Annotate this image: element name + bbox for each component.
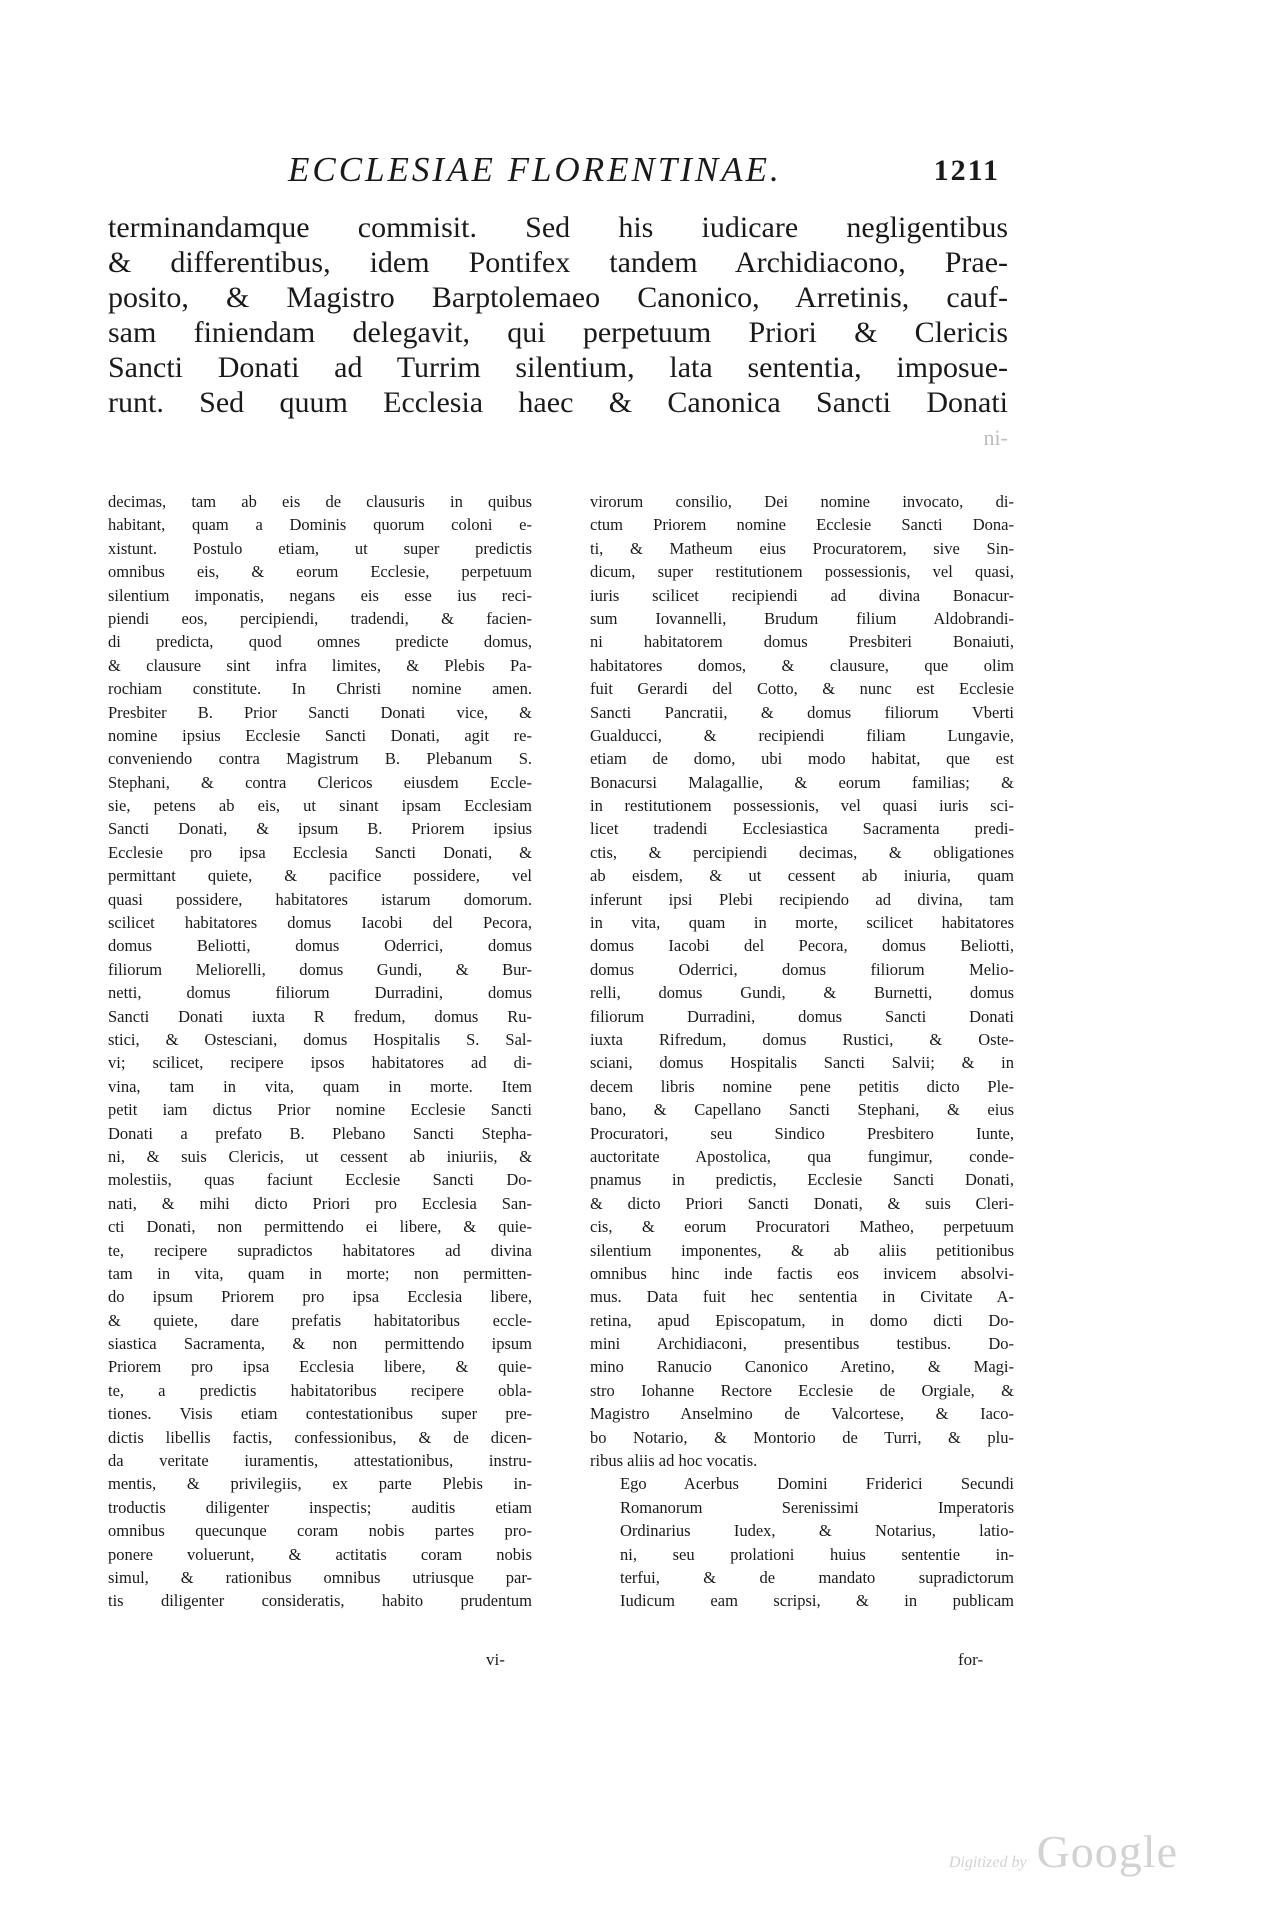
main-text-line: posito, & Magistro Barptolemaeo Canonico, Arretinis, cauf-	[108, 281, 1008, 314]
left-column-line: Priorem pro ipsa Ecclesia libere, & quie-	[108, 1357, 532, 1377]
watermark-caption: Digitized by	[948, 1854, 1027, 1871]
left-column-line: quasi possidere, habitatores istarum domorum.	[108, 889, 532, 909]
left-column-line: dictis libellis factis, confessionibus, & de dicen-	[108, 1427, 532, 1447]
left-column-line: scilicet habitatores domus Iacobi del Pecora,	[108, 913, 532, 933]
right-column-line: inferunt ipsi Plebi recipiendo ad divina, tam	[590, 889, 1014, 909]
left-column-line: di predicta, quod omnes predicte domus,	[108, 632, 532, 652]
right-catchword: for-	[958, 1650, 984, 1669]
right-column-line: domus Iacobi del Pecora, domus Beliotti,	[590, 936, 1014, 956]
left-column-line: omnibus quecunque coram nobis partes pro-	[108, 1521, 532, 1541]
right-column-line: ti, & Matheum eius Procuratorem, sive Sin-	[590, 538, 1014, 558]
right-column-line: ni habitatorem domus Presbiteri Bonaiuti,	[590, 632, 1014, 652]
left-column-line: do ipsum Priorem pro ipsa Ecclesia libere,	[108, 1287, 532, 1307]
main-text-line: sam finiendam delegavit, qui perpetuum Priori & Clericis	[108, 316, 1008, 349]
main-text-line: & differentibus, idem Pontifex tandem Archidiacono, Prae-	[108, 246, 1008, 279]
right-column-line: iuxta Rifredum, domus Rustici, & Oste-	[590, 1029, 1014, 1049]
right-column-line: Romanorum Serenissimi Imperatoris	[620, 1497, 1014, 1517]
left-column-line: Sancti Donati iuxta R fredum, domus Ru-	[108, 1006, 532, 1026]
right-column-line: ni, seu prolationi huius sententie in-	[620, 1544, 1014, 1564]
right-column-line: stro Iohanne Rectore Ecclesie de Orgiale, &	[590, 1380, 1014, 1400]
right-column-line: ctis, & percipiendi decimas, & obligationes	[590, 842, 1014, 862]
left-column-line: domus Beliotti, domus Oderrici, domus	[108, 936, 532, 956]
right-column-line: Procuratori, seu Sindico Presbitero Iunte,	[590, 1123, 1014, 1143]
digitization-watermark	[949, 1825, 1178, 1878]
right-column-line: in vita, quam in morte, scilicet habitatores	[590, 913, 1014, 933]
page-number: 1211	[933, 154, 1000, 187]
right-column-line: silentium imponentes, & ab aliis petitionibus	[590, 1240, 1014, 1260]
right-column-line: Ego Acerbus Domini Friderici Secundi	[620, 1474, 1014, 1494]
watermark-logo-text: Google	[1036, 1826, 1178, 1877]
right-column-line: ribus aliis ad hoc vocatis.	[590, 1451, 758, 1471]
right-column-line: auctoritate Apostolica, qua fungimur, conde-	[590, 1146, 1014, 1166]
right-column-line: Gualducci, & recipiendi filiam Lungavie,	[590, 725, 1014, 745]
left-column-line: xistunt. Postulo etiam, ut super predictis	[108, 538, 532, 558]
right-column-line: retina, apud Episcopatum, in domo dicti Do-	[590, 1310, 1014, 1330]
left-column-line: te, recipere supradictos habitatores ad divina	[108, 1240, 532, 1260]
left-column-line: da veritate iuramentis, attestationibus, instru-	[108, 1451, 532, 1471]
left-column-line: permittant quiete, & pacifice possidere, vel	[108, 866, 532, 886]
left-catchword: vi-	[486, 1650, 505, 1669]
right-column-line: Ordinarius Iudex, & Notarius, latio-	[620, 1521, 1014, 1541]
right-column-line: omnibus hinc inde factis eos invicem absolvi-	[590, 1263, 1014, 1283]
left-column-line: Presbiter B. Prior Sancti Donati vice, &	[108, 702, 532, 722]
right-column-line: sum Iovannelli, Brudum filium Aldobrandi-	[590, 608, 1014, 628]
right-column-line: domus Oderrici, domus filiorum Melio-	[590, 959, 1014, 979]
main-text-line: Sancti Donati ad Turrim silentium, lata sententia, imposue-	[108, 351, 1008, 384]
left-column-line: Ecclesie pro ipsa Ecclesia Sancti Donati, &	[108, 842, 532, 862]
left-column-line: petit iam dictus Prior nomine Ecclesie Sancti	[108, 1100, 532, 1120]
main-text-block	[108, 210, 1008, 455]
right-column-line: ab eisdem, & ut cessent ab iniuria, quam	[590, 866, 1014, 886]
right-column-line: pnamus in predictis, Ecclesie Sancti Donati,	[590, 1170, 1014, 1190]
left-column	[108, 490, 532, 1613]
left-column-line: filiorum Meliorelli, domus Gundi, & Bur-	[108, 959, 532, 979]
left-column-line: Stephani, & contra Clericos eiusdem Eccle-	[108, 772, 532, 792]
main-text-line-faded: ni-	[983, 425, 1008, 450]
right-column-line: dicum, super restitutionem possessionis, vel quasi,	[590, 562, 1014, 582]
right-column-line: & dicto Priori Sancti Donati, & suis Cleri-	[590, 1193, 1014, 1213]
left-column-line: & quiete, dare prefatis habitatoribus eccle-	[108, 1310, 532, 1330]
left-column-line: omnibus eis, & eorum Ecclesie, perpetuum	[108, 562, 532, 582]
left-column-line: mentis, & privilegiis, ex parte Plebis in-	[108, 1474, 532, 1494]
left-column-line: siastica Sacramenta, & non permittendo ipsum	[108, 1334, 532, 1354]
right-column-line: virorum consilio, Dei nomine invocato, di-	[590, 492, 1014, 511]
right-column-line: licet tradendi Ecclesiastica Sacramenta predi-	[590, 819, 1014, 839]
left-column-line: netti, domus filiorum Durradini, domus	[108, 983, 532, 1003]
left-column-line: vi; scilicet, recipere ipsos habitatores ad di-	[108, 1053, 532, 1073]
right-column-line: relli, domus Gundi, & Burnetti, domus	[590, 983, 1014, 1003]
right-column-line: sciani, domus Hospitalis Sancti Salvii; & in	[590, 1053, 1014, 1073]
left-column-line: silentium imponatis, negans eis esse ius reci-	[108, 585, 532, 605]
left-column-line: rochiam constitute. In Christi nomine amen.	[108, 679, 532, 699]
right-column-line: Magistro Anselmino de Valcortese, & Iaco-	[590, 1404, 1014, 1424]
page-title: ECCLESIAE FLORENTINAE.	[288, 150, 782, 189]
right-column-line: cis, & eorum Procuratori Matheo, perpetuum	[590, 1217, 1014, 1237]
right-column-line: mino Ranucio Canonico Aretino, & Magi-	[590, 1357, 1014, 1377]
left-column-line: ni, & suis Clericis, ut cessent ab iniuriis, &	[108, 1146, 532, 1166]
right-column-line: bano, & Capellano Sancti Stephani, & eius	[590, 1100, 1014, 1120]
right-column-line: habitatores domos, & clausure, que olim	[590, 655, 1014, 675]
left-column-line: tiones. Visis etiam contestationibus super pre-	[108, 1404, 532, 1424]
left-column-line: Donati a prefato B. Plebano Sancti Stepha-	[108, 1123, 532, 1143]
right-column-line: filiorum Durradini, domus Sancti Donati	[590, 1006, 1014, 1026]
right-column-line: mini Archidiaconi, presentibus testibus. Do-	[590, 1334, 1014, 1354]
left-column-line: habitant, quam a Dominis quorum coloni e-	[108, 515, 532, 535]
right-column-line: fuit Gerardi del Cotto, & nunc est Ecclesie	[590, 679, 1014, 699]
left-column-line: vina, tam in vita, quam in morte. Item	[108, 1076, 532, 1096]
left-column-line: tam in vita, quam in morte; non permitten-	[108, 1263, 532, 1283]
left-column-line: tis diligenter consideratis, habito prudentum	[108, 1591, 532, 1611]
left-column-line: molestiis, quas faciunt Ecclesie Sancti Do-	[108, 1170, 532, 1190]
left-column-line: conveniendo contra Magistrum B. Plebanum S.	[108, 749, 532, 769]
right-column-line: bo Notario, & Montorio de Turri, & plu-	[590, 1427, 1014, 1447]
left-column-line: cti Donati, non permittendo ei libere, & quie-	[108, 1217, 532, 1237]
right-column-line: Bonacursi Malagallie, & eorum familias; &	[590, 772, 1014, 792]
left-column-line: stici, & Ostesciani, domus Hospitalis S. Sal-	[108, 1029, 532, 1049]
right-column-line: mus. Data fuit hec sententia in Civitate A-	[590, 1287, 1014, 1307]
main-text-line: terminandamque commisit. Sed his iudicare negligentibus	[108, 211, 1008, 244]
right-column-line: etiam de domo, ubi modo habitat, que est	[590, 749, 1014, 769]
right-column-line: in restitutionem possessionis, vel quasi iuris sci-	[590, 796, 1014, 816]
right-column-line: terfui, & de mandato supradictorum	[620, 1567, 1014, 1587]
right-column-line: ctum Priorem nomine Ecclesie Sancti Dona-	[590, 515, 1014, 535]
left-column-line: piendi eos, percipiendi, tradendi, & facien-	[108, 608, 532, 628]
left-column-line: sie, petens ab eis, ut sinant ipsam Ecclesiam	[108, 796, 532, 816]
right-column-line: decem libris nomine pene petitis dicto Ple-	[590, 1076, 1014, 1096]
left-column-line: ponere voluerunt, & actitatis coram nobis	[108, 1544, 532, 1564]
running-head	[288, 150, 1000, 196]
main-text-line: runt. Sed quum Ecclesia haec & Canonica Sancti Donati	[108, 386, 1008, 419]
right-column-line: iuris scilicet recipiendi ad divina Bonacur-	[590, 585, 1014, 605]
left-column-line: troductis diligenter inspectis; auditis etiam	[108, 1497, 532, 1517]
left-column-line: & clausure sint infra limites, & Plebis Pa-	[108, 655, 532, 675]
right-column-line: Sancti Pancratii, & domus filiorum Vberti	[590, 702, 1014, 722]
right-column-line: Iudicum eam scripsi, & in publicam	[620, 1591, 1014, 1611]
left-column-line: nati, & mihi dicto Priori pro Ecclesia San-	[108, 1193, 532, 1213]
left-column-line: decimas, tam ab eis de clausuris in quibus	[108, 492, 532, 511]
left-column-line: Sancti Donati, & ipsum B. Priorem ipsius	[108, 819, 532, 839]
left-column-line: te, a predictis habitatoribus recipere obla-	[108, 1380, 532, 1400]
right-column	[590, 490, 1014, 1613]
left-column-line: nomine ipsius Ecclesie Sancti Donati, agit re-	[108, 725, 532, 745]
left-column-line: simul, & rationibus omnibus utriusque par-	[108, 1567, 532, 1587]
